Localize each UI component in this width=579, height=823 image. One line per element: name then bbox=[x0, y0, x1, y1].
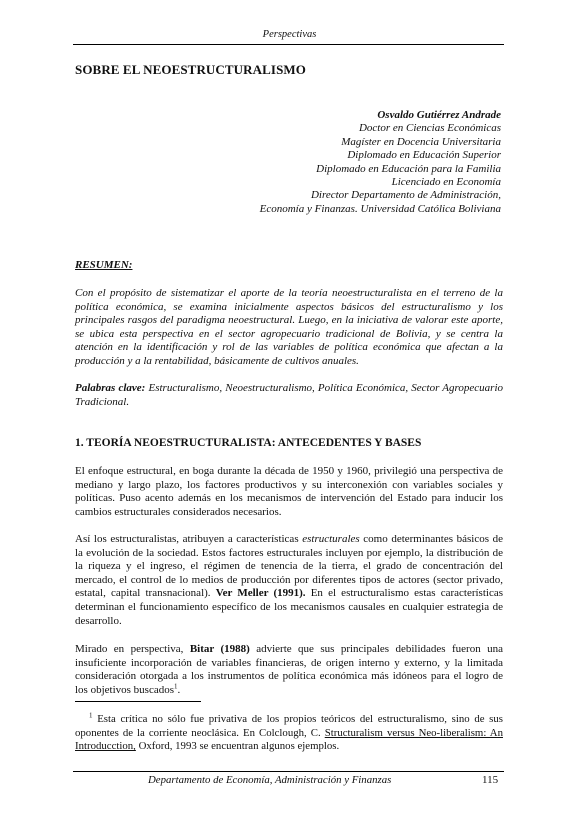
article-title: SOBRE EL NEOESTRUCTURALISMO bbox=[75, 62, 306, 77]
paragraph-3-text: advierte que sus principales debilidades fueron una insuficiente incorporación de variables financieras, de origen interno y externo, y la limitada consideración otorgada a los instrumentos de política económica más idóneos para el logro de los objetivos buscados bbox=[75, 643, 503, 696]
footnote-marker[interactable]: 1 bbox=[174, 682, 178, 691]
keywords bbox=[75, 382, 503, 409]
author-credential: Director Departamento de Administración, bbox=[310, 189, 501, 202]
paragraph-1: El enfoque estructural, en boga durante la década de 1950 y 1960, privilegió una perspectiva de mediano y largo plazo, los factores productivos y su interconexión con variables sociales y políticas. Puso acento además en los mecanismos de intervención del Estado para inducir los cambios estructurales considerados necesarios. bbox=[75, 465, 503, 518]
footnote-text: Oxford, 1993 se encuentran algunos ejemplos. bbox=[135, 740, 340, 753]
author-name: Osvaldo Gutiérrez Andrade bbox=[377, 109, 501, 121]
keywords-list: Estructuralismo, Neoestructuralismo, Política Económica, Sector Agropecuario Tradicional. bbox=[75, 382, 504, 408]
footnote-book-title: Structuralism versus Neo-liberalism: An Introducction, bbox=[75, 726, 503, 753]
author-credential: Diplomado en Educación Superior bbox=[347, 149, 501, 162]
author-credential: Doctor en Ciencias Económicas bbox=[358, 122, 501, 135]
author-credential: Economía y Finanzas. Universidad Católica Boliviana bbox=[259, 202, 501, 215]
paragraph-3-text: Mirado en perspectiva, bbox=[75, 643, 190, 655]
author-credential: Magíster en Docencia Universitaria bbox=[341, 135, 501, 148]
citation: Bitar (1988) bbox=[189, 643, 250, 655]
abstract-heading: RESUMEN: bbox=[75, 259, 133, 271]
author-block bbox=[260, 109, 501, 216]
footnote-number: 1 bbox=[89, 711, 93, 720]
emphasis: estructurales bbox=[302, 533, 360, 545]
footnote-text: Esta crítica no sólo fue privativa de los propios teóricos del estructuralismo, sino de sus oponentes de la corriente neoclásica. En Colclough, C. bbox=[75, 713, 503, 739]
footnote bbox=[75, 713, 503, 754]
author-credential: Diplomado en Educación para la Familia bbox=[316, 162, 501, 175]
abstract-text: Con el propósito de sistematizar el aporte de la teoría neoestructuralista en el terreno de la política económica, se examina inicialmente aspectos básicos del estructuralismo y los principales rasgos del paradigma neoestructural. Luego, en la iniciativa de valorar este aporte, se ubica esta perspectiva en el sector agropecuario tradicional de Bolivia, y se centra la atención en la identificación y rol de las variables de política económica que afectan a la producción y a la rentabilidad, básicamente de cultivos anuales. bbox=[75, 287, 503, 367]
keywords-label: Palabras clave: bbox=[75, 382, 146, 394]
author-credential: Licenciado en Economía bbox=[391, 176, 501, 189]
paragraph-2-text: como determinantes básicos de la evolución de la sociedad. Estos factores estructurales incluyen por ejemplo, la distribución de la riqueza y el ingreso, el régimen de tenencia de la tierra, el grado de concentración del mercado, el control de lo medios de producción por diferentes tipos de actores (sector privado, estatal, capital transnacional). bbox=[75, 533, 504, 600]
footnote-rule bbox=[75, 701, 201, 702]
section-heading: 1. TEORÍA NEOESTRUCTURALISTA: ANTECEDENTES Y BASES bbox=[75, 437, 422, 449]
paragraph-3 bbox=[75, 643, 503, 697]
paragraph-3-text: . bbox=[177, 683, 181, 696]
page-number: 115 bbox=[482, 774, 499, 786]
footer-department: Departamento de Economía, Administración y Finanzas bbox=[148, 774, 392, 786]
citation: Ver Meller (1991). bbox=[215, 587, 306, 600]
paragraph-2-text: Así los estructuralistas, atribuyen a características bbox=[75, 533, 303, 545]
header-rule bbox=[73, 44, 504, 45]
running-header: Perspectivas bbox=[262, 29, 317, 40]
footer-rule bbox=[73, 771, 504, 772]
paragraph-2 bbox=[75, 533, 503, 628]
paragraph-2-text: En el estructuralismo estas características determinan el funcionamiento específico de los mecanismos causales en cualquier estrategia de desarrollo. bbox=[75, 587, 503, 627]
